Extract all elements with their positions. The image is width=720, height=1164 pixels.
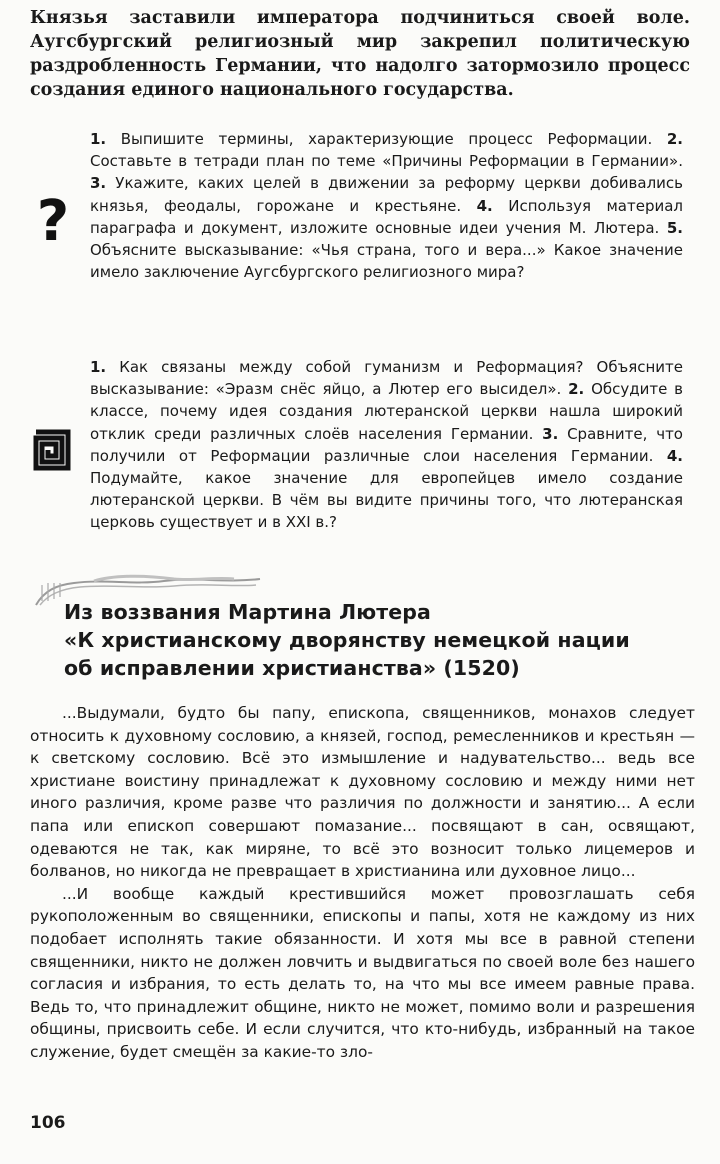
task-number: 4.	[666, 446, 683, 465]
task-text: Как связаны между собой гуманизм и Реформация? Объясните высказывание: «Эразм снёс яйцо, а Лютер его высидел».	[90, 358, 683, 399]
question-number: 4.	[476, 196, 493, 215]
task-number: 1.	[90, 358, 107, 376]
title-line: об исправлении христианства» (1520)	[64, 656, 520, 680]
questions-block	[90, 128, 683, 283]
title-line: Из воззвания Мартина Лютера	[64, 600, 431, 624]
tasks-block	[90, 356, 683, 534]
document-paragraph: ...И вообще каждый крестившийся может провозглашать себя рукоположенным во священники, епископы и папы, хотя не каждому из них подобает исполнять такие обязанности. И хотя мы все в равной степени священники, никто не должен ловчить и выдвигаться по своей воле без нашего согласия и избрания, то есть делать то, на что мы все имеем равные права. Ведь то, что принадлежит общине, никто не может, помимо воли и разрешения общины, присвоить себе. И если случится, что кто-нибудь, избранный на такое служение, будет смещён за какие-то зло-	[30, 884, 695, 1061]
task-text: Подумайте, какое значение для европейцев имело создание лютеранской церкви. В чём вы видите причины того, что лютеранская церковь существует и в XXI в.?	[90, 469, 683, 532]
question-text: Используя материал параграфа и документ, изложите основные идеи учения М. Лютера.	[90, 196, 683, 237]
document-paragraph: ...Выдумали, будто бы папу, епископа, священников, монахов следует относить к духовному сословию, а князей, господ, ремесленников и крестьян — к светскому сословию. Всё это измышление и надувательство... ведь все христиане воистину принадлежат к духовному сословию и между ними нет иного различия, кроме разве что различия по должности и занятию... А если папа или епископ совершают помазание... посвящают в сан, освящают, одеваются не так, как миряне, то всё это возносит только лицемеров и болванов, но никогда не превращает в христианина или духовное лицо...	[30, 704, 695, 881]
meander-task-icon	[32, 428, 72, 472]
task-text: Обсудите в классе, почему идея создания лютеранской церкви нашла широкий отклик среди различных слоёв населения Германии.	[90, 380, 683, 443]
page-number: 106	[30, 1113, 66, 1133]
task-number: 3.	[542, 424, 559, 443]
question-number: 3.	[90, 174, 107, 193]
question-text: Укажите, каких целей в движении за реформу церкви добивались князья, феодалы, горожане и крестьяне.	[90, 174, 683, 215]
intro-paragraph: Князья заставили императора подчиниться своей воле. Аугсбургский религиозный мир закрепил политическую раздробленность Германии, что надолго затормозило процесс создания единого национального государства.	[30, 8, 690, 100]
question-number: 5.	[666, 218, 683, 237]
question-mark-icon: ?	[36, 189, 70, 254]
task-text: Сравните, что получили от Реформации различные слои населения Германии.	[90, 424, 683, 465]
document-text	[30, 702, 695, 1064]
task-number: 2.	[568, 380, 585, 399]
document-title	[64, 598, 704, 682]
question-number: 1.	[90, 130, 107, 148]
title-line: «К христианскому дворянству немецкой нации	[64, 628, 630, 652]
question-text: Выпишите термины, характеризующие процесс Реформации.	[106, 130, 667, 148]
question-text: Составьте в тетради план по теме «Причины Реформации в Германии».	[90, 152, 683, 171]
question-text: Объясните высказывание: «Чья страна, того и вера...» Какое значение имело заключение Аугсбургского религиозного мира?	[90, 241, 683, 282]
question-number: 2.	[666, 130, 683, 148]
